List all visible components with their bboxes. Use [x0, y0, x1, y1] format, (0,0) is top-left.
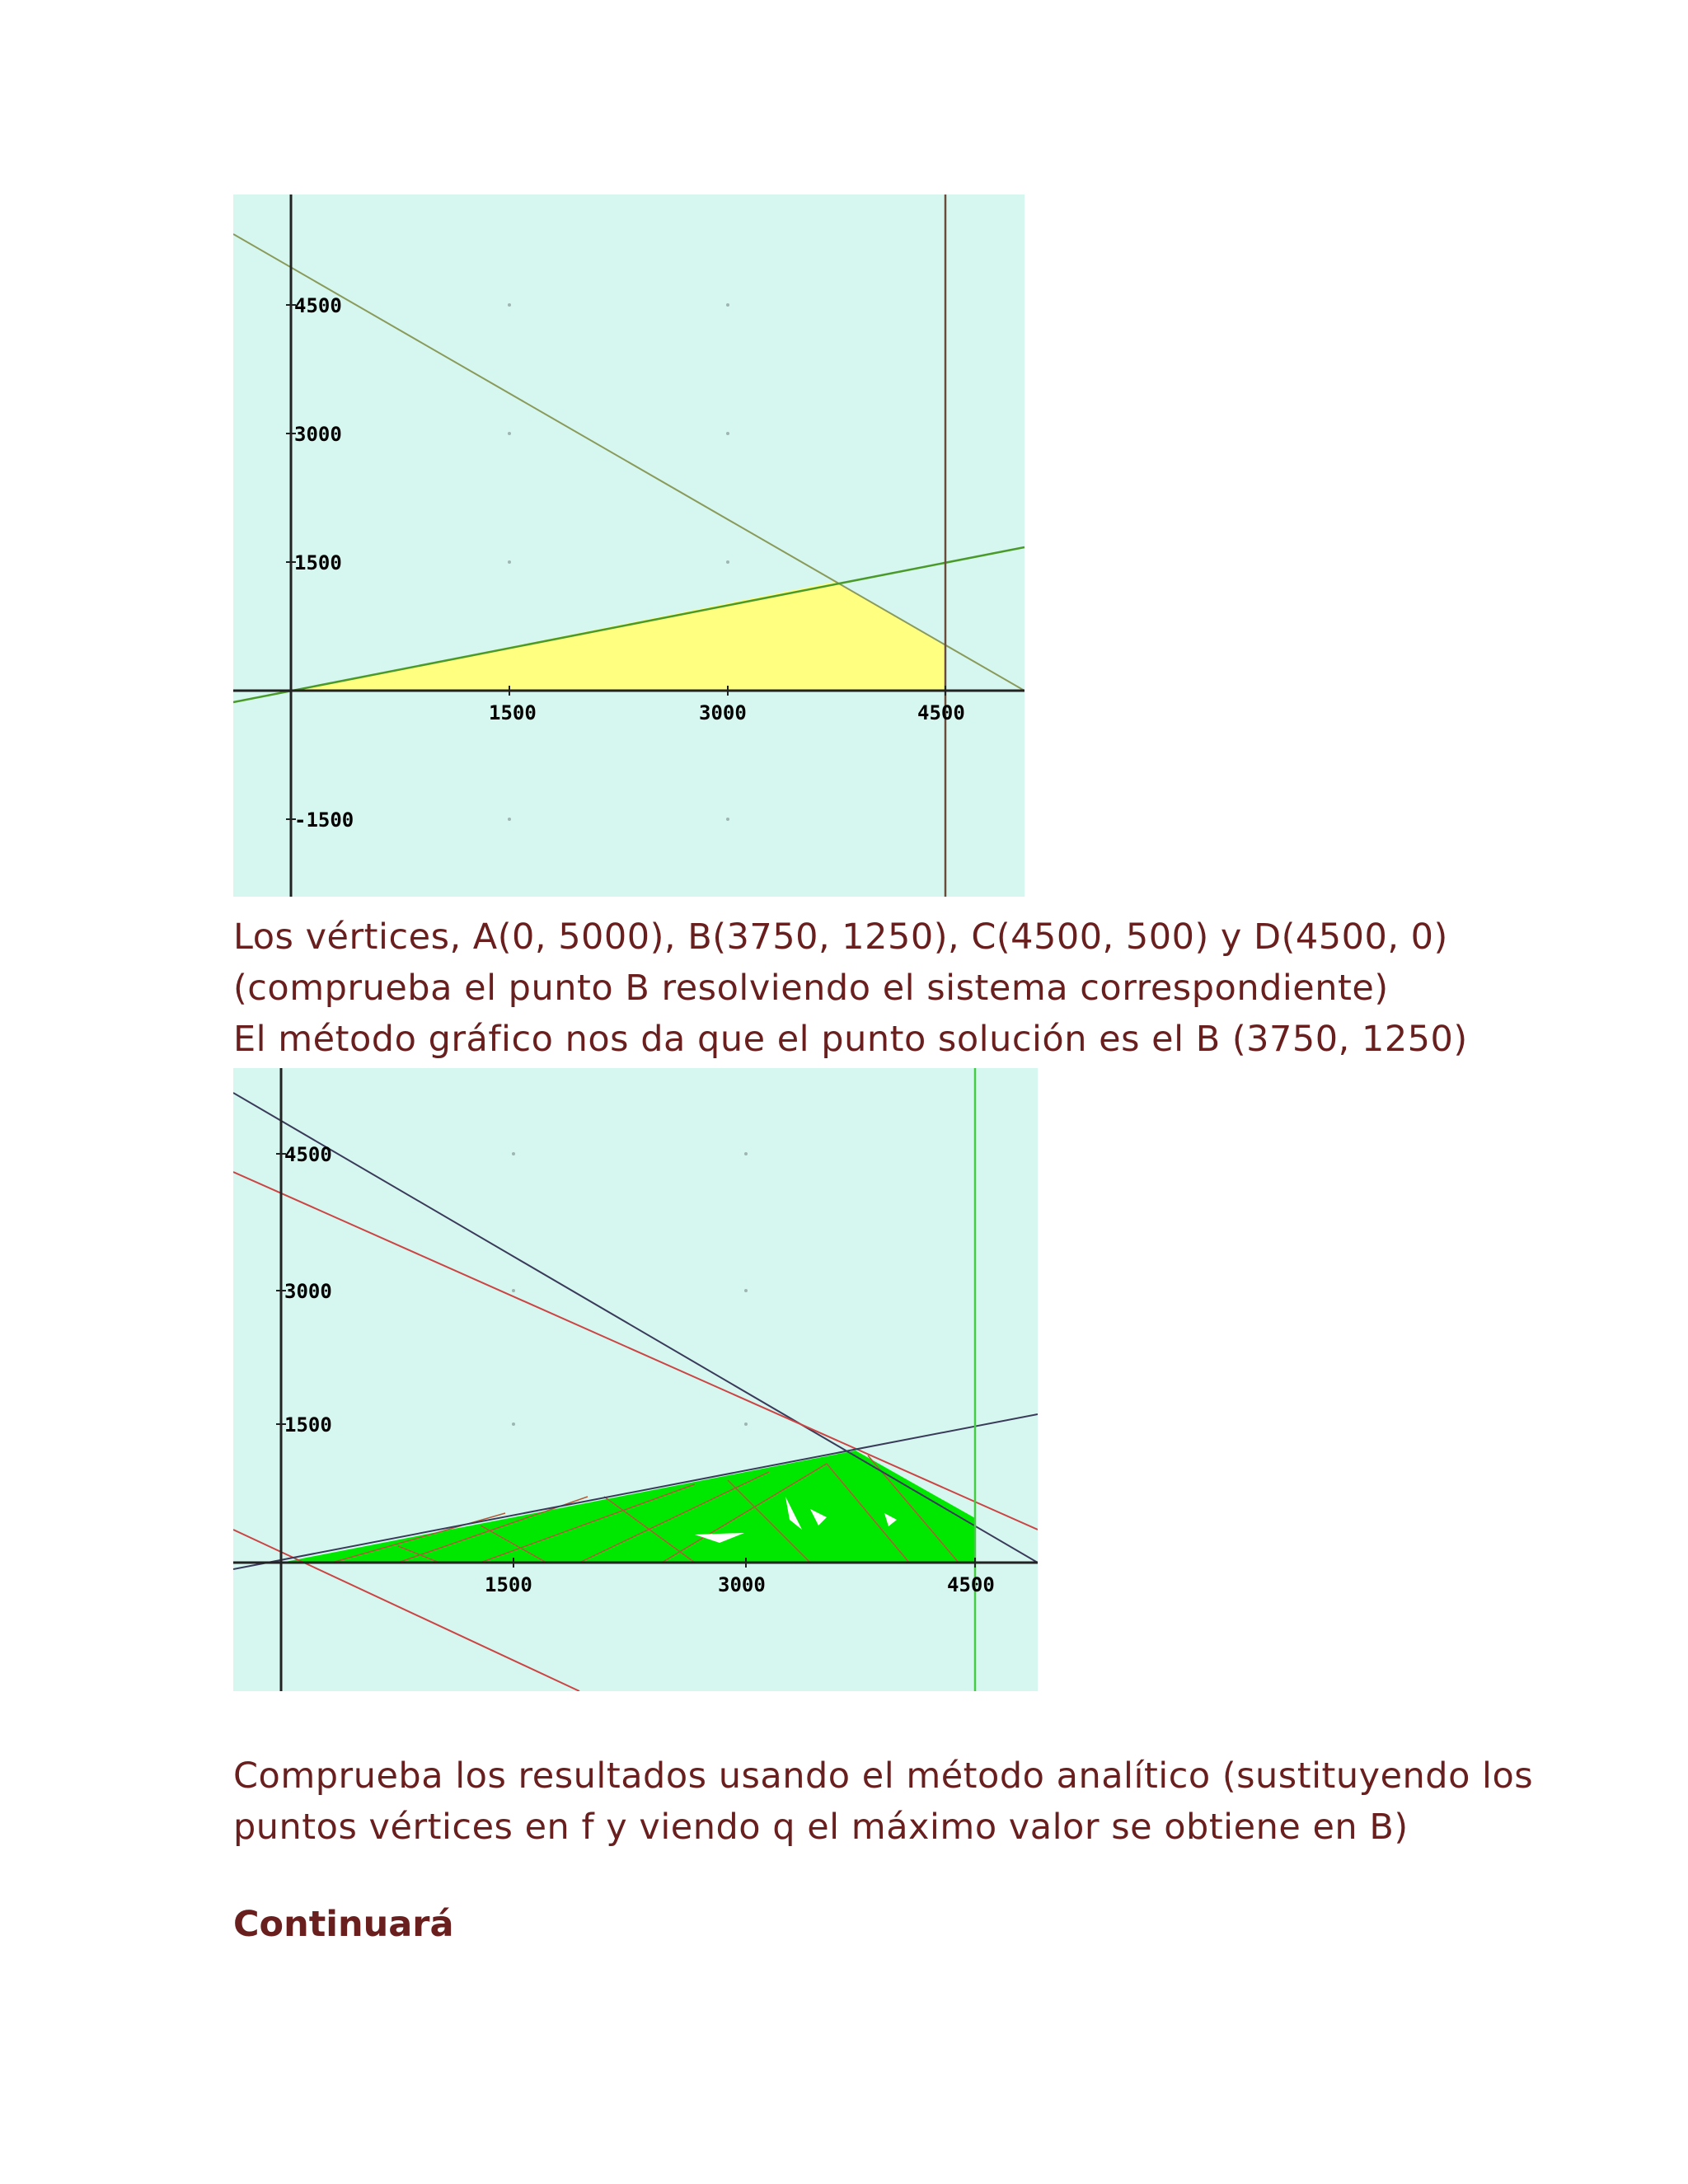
graph1-background: [233, 194, 1025, 897]
analytic-line-1: Comprueba los resultados usando el método analítico (sustituyendo los: [233, 1755, 1534, 1797]
graph2-y-tick-4500: 4500: [284, 1143, 332, 1166]
analytic-line-2: puntos vértices en f y viendo q el máximo valor se obtiene en B): [233, 1807, 1409, 1848]
graph1-x-tick-3000: 3000: [699, 701, 747, 724]
graph2-x-tick-1500: 1500: [485, 1573, 532, 1596]
graph1-svg: [233, 194, 1025, 897]
graph2-y-tick-3000: 3000: [284, 1280, 332, 1303]
graph1-y-tick-neg1500: -1500: [294, 808, 354, 832]
solution-line: El método gráfico nos da que el punto solución es el B (3750, 1250): [233, 1019, 1468, 1060]
graph2-x-tick-3000: 3000: [718, 1573, 766, 1596]
graph2-background: [233, 1068, 1038, 1691]
graph2-y-tick-1500: 1500: [284, 1413, 332, 1436]
graph1-y-tick-3000: 3000: [294, 423, 342, 446]
objective-function-graph: [233, 1068, 1038, 1691]
graph2-x-tick-4500: 4500: [947, 1573, 995, 1596]
check-point-line: (comprueba el punto B resolviendo el sistema correspondiente): [233, 968, 1389, 1009]
vertices-paragraph: [233, 912, 1468, 1065]
graph1-x-tick-4500: 4500: [917, 701, 965, 724]
analytic-method-paragraph: [233, 1750, 1533, 1853]
graph1-x-tick-1500: 1500: [489, 701, 537, 724]
graph2-svg: [233, 1068, 1038, 1691]
continuara-label: Continuará: [233, 1904, 454, 1945]
graph1-y-tick-4500: 4500: [294, 294, 342, 317]
graph1-y-tick-1500: 1500: [294, 551, 342, 574]
feasible-region-graph: [233, 194, 1025, 897]
vertices-line: Los vértices, A(0, 5000), B(3750, 1250), C(4500, 500) y D(4500, 0): [233, 916, 1448, 958]
